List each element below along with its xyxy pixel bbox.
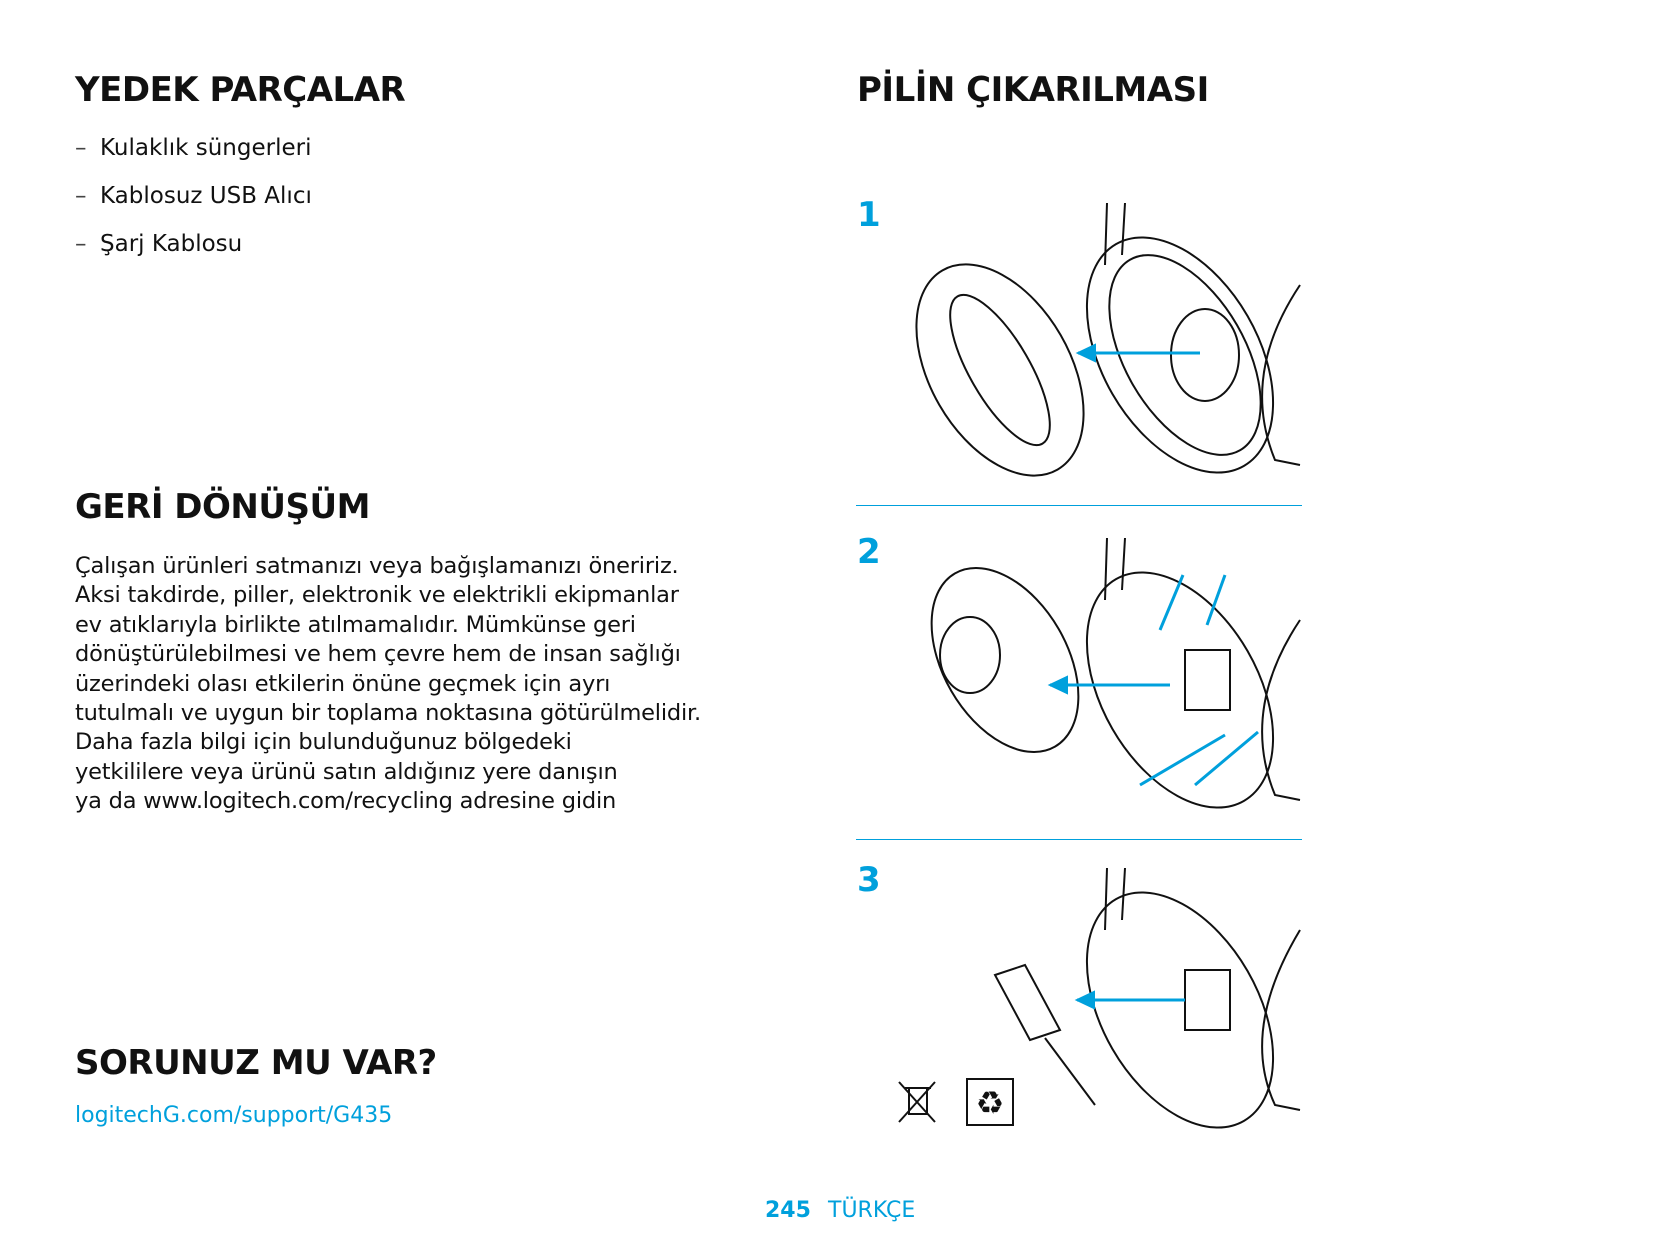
support-heading: SORUNUZ MU VAR?: [75, 1043, 437, 1083]
recycle-icon: [966, 1078, 1014, 1126]
weee-crossed-bin-icon: [895, 1078, 940, 1126]
support-link[interactable]: logitechG.com/support/G435: [75, 1103, 393, 1128]
svg-text:♻: ♻: [975, 1084, 1005, 1122]
list-item: – Kablosuz USB Alıcı: [75, 183, 312, 209]
battery-removal-heading: PİLİN ÇIKARILMASI: [857, 70, 1209, 110]
divider: [856, 505, 1302, 506]
page-number: 245: [765, 1198, 811, 1223]
recycling-heading: GERİ DÖNÜŞÜM: [75, 487, 370, 527]
list-item: – Şarj Kablosu: [75, 231, 243, 257]
step-number: 2: [857, 532, 881, 572]
step-number: 3: [857, 860, 881, 900]
language-label: TÜRKÇE: [828, 1198, 916, 1223]
step2-cover-removal-illustration: [895, 530, 1305, 820]
list-item: – Kulaklık süngerleri: [75, 135, 312, 161]
step-number: 1: [857, 195, 881, 235]
step1-earpad-removal-illustration: [900, 195, 1310, 485]
spare-parts-heading: YEDEK PARÇALAR: [75, 70, 406, 110]
divider: [856, 839, 1302, 840]
step3-battery-removal-illustration: [895, 860, 1305, 1140]
recycling-text: Çalışan ürünleri satmanızı veya bağışlamanızı öneririz. Aksi takdirde, piller, elektronik ve elektrikli ekipmanlar ev atıklarıyla birlikte atılmamalıdır. Mümkünse geri dönüştürülebilmesi ve hem çevre hem de insan sağlığı üzerindeki olası etkilerin önüne geçmek için ayrı tutulmalı ve uygun bir toplama noktasına götürülmelidir. Daha fazla bilgi için bulunduğunuz bölgedeki yetkililere veya ürünü satın aldığınız yere danışın ya da www.logitech.com/recycling adresine gidin: [75, 553, 701, 815]
